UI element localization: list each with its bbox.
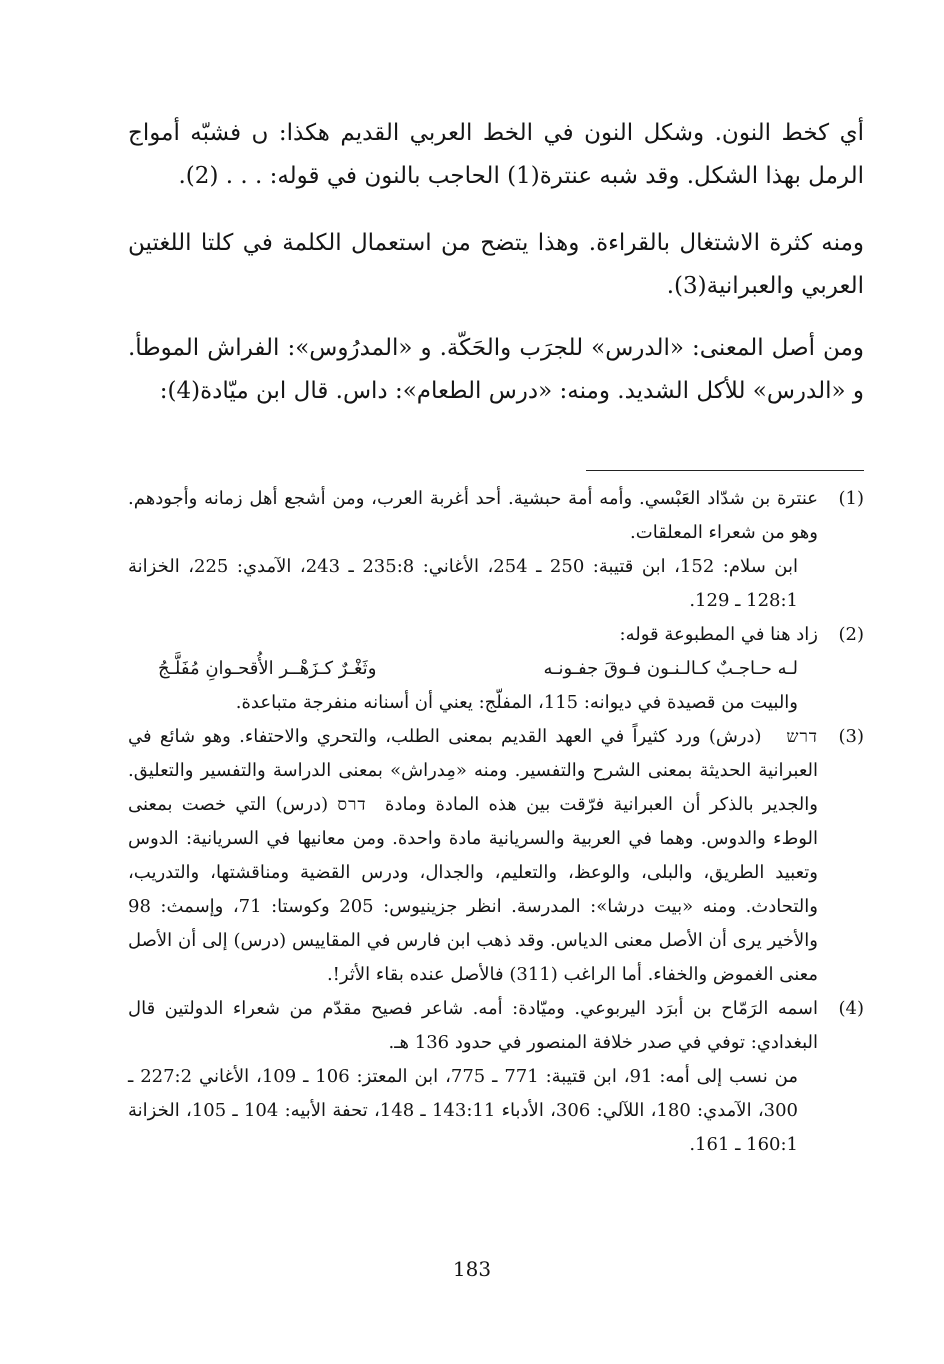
footnote-intro: زاد هنا في المطبوعة قوله:	[619, 624, 818, 645]
footnote-1	[128, 482, 864, 618]
footnote-4	[128, 992, 864, 1162]
paragraph-3	[128, 327, 864, 413]
paragraph-2-text: ومنه كثرة الاشتغال بالقراءة. وهذا يتضح من استعمال الكلمة في كلتا اللغتين العربي والعبرانية(3).	[128, 230, 864, 299]
hebrew-word-2: דרס	[337, 795, 367, 815]
footnote-text-part-2: (درس) التي خصت بمعنى الوطء والدوس. وهما في العربية والسريانية مادة واحدة. ومن معانيها في السريانية: الدوس وتعبيد الطريق، والبلى، والوعظ، والتعليم، والجدال، ودرس القضية ومناقشتها، والتدريب، والتحادث. ومنه «بيت درشا»: المدرسة. انظر جزينيوس: 205 وكوستا: 71، وإسمث: 98 والأخير يرى أن الأصل معنى الدياس. وقد ذهب ابن فارس في المقاييس (درس) إلى أن الأصل معنى الغموض والخفاء. أما الراغب (311) فالأصل عنده بقاء الأثر!.	[128, 794, 818, 985]
footnote-text: عنترة بن شدّاد العَبْسي. وأمه أمة حبشية. أحد أغربة العرب، ومن أشجع أهل زمانه وأجودهم. وهو من شعراء المعلقات.	[128, 488, 818, 543]
hebrew-word-1: דרש	[786, 727, 818, 747]
footnote-text: اسمه الرَمّاح بن أبرَد اليربوعي. وميّادة: أمه. شاعر فصيح مقدّم من شعراء الدولتين قال البغدادي: توفي في صدر خلافة المنصور في حدود 136 هـ.	[128, 998, 818, 1053]
footnote-after: والبيت من قصيدة في ديوانه: 115، المفلّج: يعني أن أسنانه منفرجة متباعدة.	[235, 692, 798, 713]
paragraph-2	[128, 222, 864, 308]
footnote-number: (4)	[838, 998, 864, 1019]
paragraph-3-text: ومن أصل المعنى: «الدرس» للجرَب والحَكّة. و «المدرُوس»: الفراش الموطأ. و «الدرس» للأكل الشديد. ومنه: «درس الطعام»: داس. قال ابن ميّادة(4):	[128, 335, 864, 404]
footnotes	[128, 482, 864, 1162]
footnote-number: (3)	[838, 726, 864, 747]
footnote-divider	[586, 470, 864, 471]
page-number: 183	[452, 1257, 492, 1281]
footnote-text	[128, 720, 818, 992]
poem-verse	[128, 652, 818, 686]
footnote-sources: ابن سلام: 152، ابن قتيبة: 250 ـ 254، الأغاني: 235:8 ـ 243، الآمدي: 225، الخزانة 128:1 ـ 129.	[128, 556, 799, 611]
verse-first-hemistich: لـه حـاجـبٌ كـالـنـون فـوقَ جفـونـه	[543, 658, 798, 679]
footnote-text-part-1: (درش) ورد كثيراً في العهد القديم بمعنى الطلب، والتحري والاحتفاء. وهو شائع في العبرانية الحديثة بمعنى الشرح والتفسير. ومنه «مِدراش» بمعنى الدراسة والتفسير والتعليق. والجدير بالذكر أن العبرانية فرّقت بين هذه المادة ومادة	[128, 726, 818, 815]
paragraph-1-text: أي كخط النون. وشكل النون في الخط العربي القديم هكذا: ں فشبّه أمواج الرمل بهذا الشكل. وقد شبه عنترة(1) الحاجب بالنون في قوله: . . . (2).	[128, 120, 864, 189]
footnote-2	[128, 618, 864, 720]
paragraph-1	[128, 112, 864, 198]
footnote-sources: من نسب إلى أمه: 91، ابن قتيبة: 771 ـ 775، ابن المعتز: 106 ـ 109، الأغاني 227:2 ـ 300، الآمدي: 180، اللآلي: 306، الأدباء 143:11 ـ 148، تحفة الأبيه: 104 ـ 105، الخزانة 160:1 ـ 161.	[128, 1066, 799, 1155]
footnote-number: (2)	[838, 624, 864, 645]
verse-second-hemistich: وثَغْـرٌ كـزَهْــر الأُقحـوانِ مُفَلَّـجُ	[158, 658, 377, 679]
footnote-3	[128, 720, 864, 992]
footnote-number: (1)	[838, 488, 864, 509]
